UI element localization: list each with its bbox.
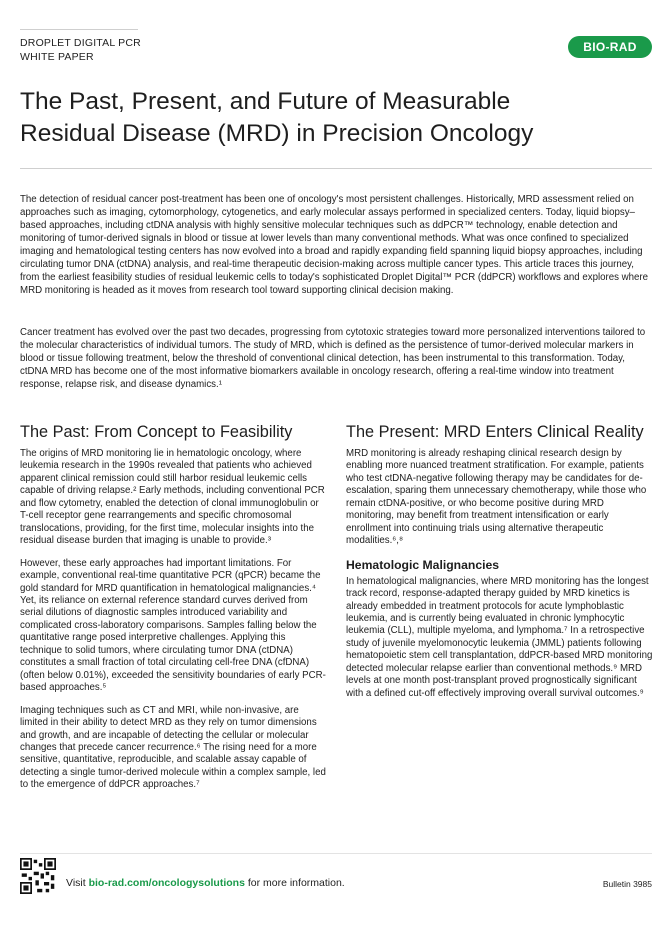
title-divider [20,168,652,169]
title-line-1: The Past, Present, and Future of Measurable [20,88,511,115]
past-paragraph-1: The origins of MRD monitoring lie in hematologic oncology, where leukemia research in the 1990s revealed that patients who achieved apparent clinical remission could still harbor residual leukemic cells capable of driving relapse.² Early methods, including conventional PCR and flow cytometry, enabled the detection of clonal immunoglobulin or T-cell receptor gene rearrangements and specific chromosomal translocations, providing, for the first time, molecular insights into the residual disease burden that imaging is unable to provide.³ [20,448,325,547]
header-divider [20,29,138,30]
intro-paragraph-1: The detection of residual cancer post-treatment has been one of oncology's most persistent challenges. Historically, MRD assessment relied on approaches such as imaging, cytomorphology, cytogenetics, and early molecular assays performed in specialized centers. Today, liquid biopsy–based approaches, including ctDNA analysis with highly sensitive molecular techniques such as ddPCR™ technology, enable detection and monitoring of tumor-derived signals in blood or tissue at lower levels than many conventional methods. What was once confined to specialized imaging and hematological testing centers has now evolved into a broad and rapidly expanding field spanning liquid biopsy approaches, including circulating tumor DNA (ctDNA) analysis, and real-time therapeutic decision-making across multiple cancer types. This article traces this journey, from the earliest feasibility studies of residual leukemic cells to today's sophisticated Droplet Digital™ PCR (ddPCR) workflows and explores where MRD monitoring is headed as it moves from research tool toward supporting clinical decision making. [20,194,649,297]
bio-rad-logo: BIO-RAD [568,36,652,58]
hematologic-subheading: Hematologic Malignancies [346,557,500,572]
footer-visit-text [66,877,345,889]
past-heading: The Past: From Concept to Feasibility [20,423,293,441]
footer-visit-prefix: Visit [66,877,89,889]
present-section [346,422,654,710]
qr-code-icon[interactable] [20,858,56,894]
bulletin-number: Bulletin 3985 [602,879,652,889]
present-paragraph-2: In hematological malignancies, where MRD monitoring has the longest track record, response-adapted therapy guided by MRD kinetics is already embedded in treatment protocols for acute lymphoblastic leukemia, and is currently being evaluated in chronic lymphocytic leukemia (CLL), multiple myeloma, and lymphoma.⁷ In a retrospective study of juvenile myelomonocytic leukemia (JMML) patients following hematopoietic stem cell transplantation, ddPCR-based MRD monitoring detected molecular relapse earlier than conventional methods.⁹ MRD levels at one month post-transplant proved prognostically significant with a defined cut-off effectively improving overall survival outcomes.⁹ [346,575,653,699]
intro-paragraph-2: Cancer treatment has evolved over the past two decades, progressing from cytotoxic strategies toward more personalized interventions tailored to the molecular characteristics of individual tumors. The study of MRD, which is defined as the persistence of tumor-derived molecular markers in blood or tissue following treatment, below the threshold of conventional clinical detection, has been instrumental to this transformation. Today, ctDNA MRD has become one of the most informative biomarkers available in oncology research, offering a real-time window into treatment response, relapse risk, and disease dynamics.¹ [20,327,646,391]
present-paragraph-1: MRD monitoring is already reshaping clinical research design by enabling more nuanced treatment stratification. For example, patients who test ctDNA-negative following therapy may be candidates for de-escalation, sparing them unnecessary chemotherapy, while those who remain ctDNA-positive, or who become positive during MRD monitoring, may benefit from treatment intensification or early enrollment into continuing trials using alternative therapeutic modalities.⁶,⁸ [346,448,647,547]
page-title [20,86,640,150]
footer-visit-suffix: for more information. [244,877,345,889]
oncology-solutions-link[interactable]: bio-rad.com/oncologysolutions [88,877,245,889]
title-line-2: Residual Disease (MRD) in Precision Oncology [20,120,534,147]
present-heading: The Present: MRD Enters Clinical Reality [346,423,644,441]
past-paragraph-2: However, these early approaches had important limitations. For example, conventional real-time quantitative PCR (qPCR) became the gold standard for MRD quantification in hematological malignancies.⁴ Yet, its reliance on external reference standard curves derived from serial dilutions of diagnostic samples introduced variability and complicated cross-laboratory comparisons. Samples falling below the quantitative range posed interpretive challenges. Applying this technique to solid tumors, where circulating tumor DNA (ctDNA) constitutes a small fraction of total circulating cell-free DNA (cfDNA) (often below 0.01%), exceeded the sensitivity boundaries of early PCR-based approaches.⁵ [20,557,326,694]
past-section [20,422,328,802]
eyebrow-line-2: WHITE PAPER [20,51,94,63]
past-paragraph-3: Imaging techniques such as CT and MRI, while non-invasive, are limited in their ability to detect MRD as they rely on tumor dimensions and growth, and are incapable of detecting the cellular or molecular changes that precede cancer recurrence.⁶ The rising need for a more sensitive, quantitative, reproducible, and scalable assay capable of detecting a single tumor-derived molecule within a complex sample, led to the emergence of ddPCR approaches.⁷ [20,704,326,791]
footer-divider [20,853,652,854]
eyebrow-line-1: DROPLET DIGITAL PCR [20,37,141,49]
document-eyebrow [20,36,141,64]
